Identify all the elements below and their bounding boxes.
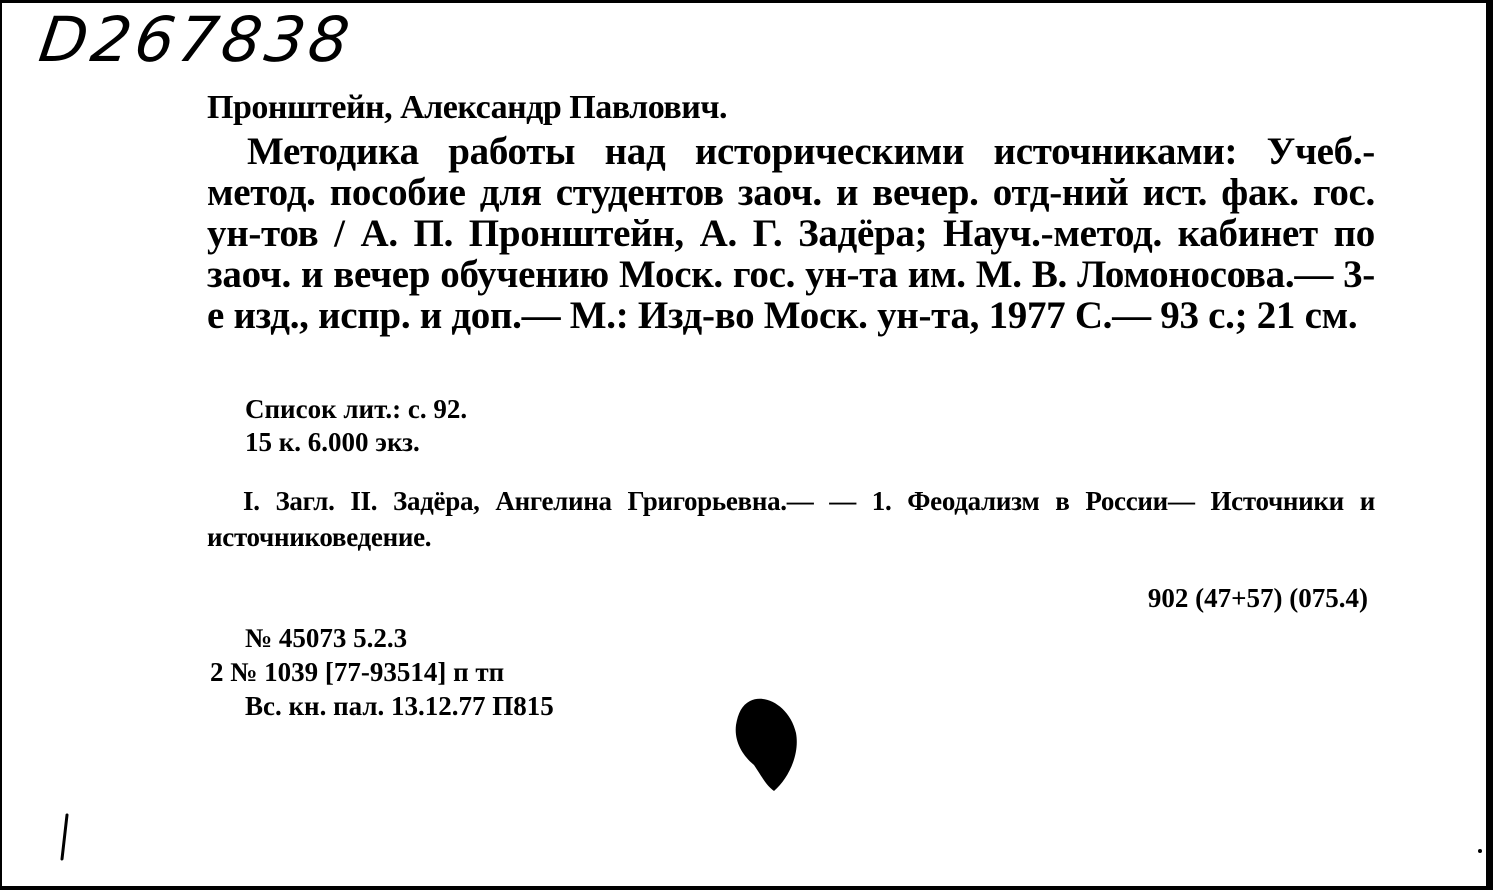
subject-tracings: I. Загл. II. Задёра, Ангелина Григорьевна.— — 1. Феодализм в России— Источники и источниковедение. [207,486,1375,552]
pencil-stroke-mark [58,813,70,861]
registration-line-3: Вс. кн. пал. 13.12.77 П815 [245,691,554,721]
ink-blot-mark [732,693,800,793]
author-heading: Пронштейн, Александр Павлович. [207,89,728,126]
registration-line-2: 2 № 1039 [77-93514] п тп [210,657,505,687]
speck-mark [1478,849,1482,853]
handwritten-accession-number: D267838 [34,3,358,76]
classification-code: 902 (47+57) (075.4) [1147,583,1368,613]
bibliographic-description: Методика работы над историческими источниками: Учеб.-метод. пособие для студентов заоч. и вечер. отд-ний ист. фак. гос. ун-тов / А. П. Пронштейн, А. Г. Задёра; Науч.-метод. кабинет по заоч. и вечер обучению Моск. гос. ун-та им. М. В. Ломоносова.— 3-е изд., испр. и доп.— М.: Изд-во Моск. ун-та, 1977 С.— 93 с.; 21 см. [207,130,1375,337]
registration-line-1: № 45073 5.2.3 [245,623,408,653]
bibliography-note: Список лит.: с. 92. [245,394,468,424]
price-and-print-run: 15 к. 6.000 экз. [245,427,420,457]
